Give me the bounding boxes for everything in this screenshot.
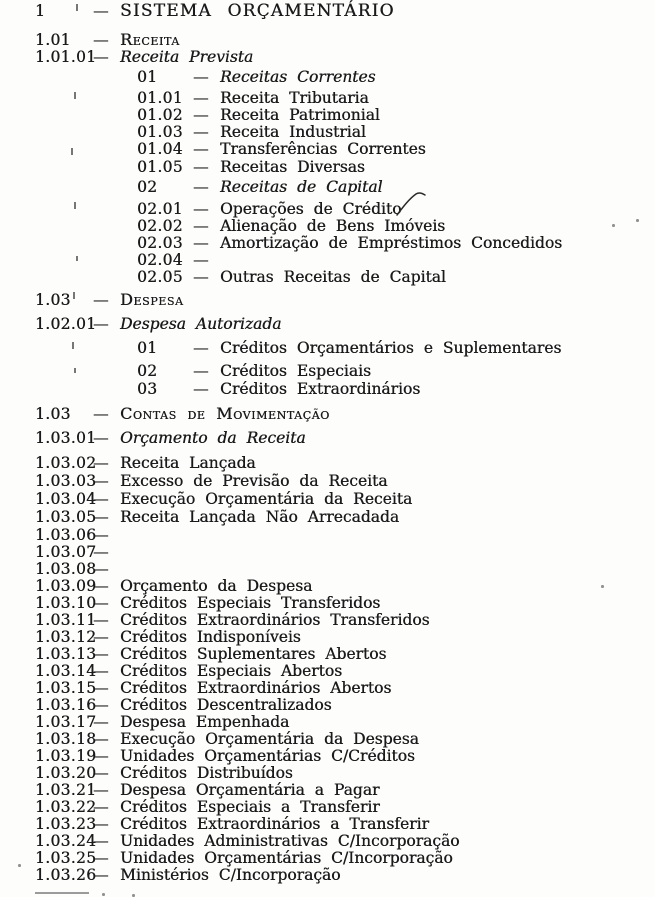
entry-code: 1.03.24 (35, 832, 97, 850)
scan-artifact (73, 292, 75, 299)
entry-label: Transferências Correntes (220, 140, 426, 158)
entry-row (0, 430, 654, 447)
entry-row (0, 646, 654, 663)
entry-label: Receitas Correntes (220, 68, 376, 86)
pen-checkmark-icon (394, 189, 428, 217)
entry-code: 1.01 (35, 31, 71, 49)
entry-row (0, 107, 654, 124)
dash-separator: — (193, 140, 209, 158)
dash-separator: — (93, 832, 109, 850)
entry-code: 01.05 (137, 158, 183, 176)
entry-row (0, 2, 654, 21)
scan-artifact (132, 894, 135, 897)
entry-code: 1.03.14 (35, 662, 97, 680)
scan-artifact (18, 864, 21, 867)
entry-code: 01.02 (137, 106, 183, 124)
entry-row (0, 491, 654, 508)
entry-label: Despesa Empenhada (120, 713, 290, 731)
dash-separator: — (93, 405, 109, 423)
entry-code: 1.03.21 (35, 781, 97, 799)
dash-separator: — (93, 490, 109, 508)
dash-separator: — (93, 679, 109, 697)
dash-separator: — (93, 577, 109, 595)
entry-row (0, 748, 654, 765)
entry-row (0, 69, 654, 86)
entry-row (0, 235, 654, 252)
dash-separator: — (193, 68, 209, 86)
entry-code: 01 (137, 68, 158, 86)
entry-row (0, 612, 654, 629)
entry-label: SISTEMA ORÇAMENTÁRIO (120, 1, 395, 21)
entry-row (0, 697, 654, 714)
dash-separator: — (93, 696, 109, 714)
entry-row (0, 595, 654, 612)
entry-row (0, 561, 654, 578)
dash-separator: — (93, 560, 109, 578)
entry-row (0, 291, 654, 309)
entry-label: Despesa Autorizada (120, 315, 282, 333)
entry-code: 1.03.26 (35, 866, 97, 884)
entry-label: Créditos Orçamentários e Suplementares (220, 339, 562, 357)
entry-label: Créditos Especiais (220, 362, 371, 380)
entry-row (0, 816, 654, 833)
entry-label: Receita (120, 30, 180, 49)
entry-label: Receitas Diversas (220, 158, 365, 176)
entry-code: 1.03.13 (35, 645, 97, 663)
entry-label: Créditos Descentralizados (120, 696, 332, 714)
entry-label: Receita Prevista (120, 48, 254, 66)
entry-code: 02 (137, 362, 158, 380)
scan-artifact (72, 342, 74, 349)
entry-code: 01.03 (137, 123, 183, 141)
dash-separator: — (93, 315, 109, 333)
dash-separator: — (93, 747, 109, 765)
dash-separator: — (193, 89, 209, 107)
dash-separator: — (93, 291, 109, 309)
dash-separator: — (193, 106, 209, 124)
entry-label: Créditos Especiais Abertos (120, 662, 343, 680)
entry-label: Excesso de Previsão da Receita (120, 472, 388, 490)
dash-separator: — (93, 764, 109, 782)
dash-separator: — (93, 866, 109, 884)
entry-code: 1.03.07 (35, 543, 97, 561)
dash-separator: — (193, 339, 209, 357)
entry-label: Créditos Especiais Transferidos (120, 594, 381, 612)
entry-row (0, 629, 654, 646)
dash-separator: — (193, 251, 209, 269)
entry-row (0, 833, 654, 850)
entry-code: 1.03.23 (35, 815, 97, 833)
entry-row (0, 316, 654, 333)
dash-separator: — (93, 429, 109, 447)
entry-code: 03 (137, 380, 158, 398)
entry-label: Créditos Indisponíveis (120, 628, 301, 646)
scan-artifact (102, 893, 105, 896)
entry-code: 1.03.10 (35, 594, 97, 612)
entry-code: 1.03.20 (35, 764, 97, 782)
entry-label: Unidades Administrativas C/Incorporação (120, 832, 460, 850)
scan-artifact (601, 585, 604, 588)
dash-separator: — (93, 798, 109, 816)
entry-row (0, 363, 654, 380)
entry-code: 1 (35, 2, 46, 20)
dash-separator: — (93, 713, 109, 731)
entry-code: 02.02 (137, 217, 183, 235)
entry-row (0, 867, 654, 884)
entry-code: 1.01.01 (35, 48, 97, 66)
entry-row (0, 49, 654, 66)
dash-separator: — (193, 158, 209, 176)
entry-row (0, 124, 654, 141)
entry-code: 1.03.16 (35, 696, 97, 714)
entry-label: Créditos Suplementares Abertos (120, 645, 387, 663)
entry-label: Créditos Extraordinários Abertos (120, 679, 392, 697)
entry-label: Unidades Orçamentárias C/Incorporação (120, 849, 453, 867)
scan-artifact (76, 256, 78, 261)
dash-separator: — (193, 178, 209, 196)
entry-label: Alienação de Bens Imóveis (220, 217, 446, 235)
scan-artifact (74, 92, 76, 99)
entry-label: Créditos Especiais a Transferir (120, 798, 380, 816)
entry-label: Outras Receitas de Capital (220, 268, 446, 286)
entry-code: 02.01 (137, 200, 183, 218)
entry-code: 02.03 (137, 234, 183, 252)
dash-separator: — (93, 730, 109, 748)
dash-separator: — (93, 645, 109, 663)
dash-separator: — (93, 611, 109, 629)
entry-code: 1.03.02 (35, 454, 97, 472)
scan-artifact (636, 219, 639, 222)
entry-row (0, 218, 654, 235)
entry-list (0, 2, 654, 884)
entry-row (0, 141, 654, 158)
scan-artifact (74, 202, 76, 209)
entry-row (0, 509, 654, 526)
entry-row (0, 765, 654, 782)
entry-row (0, 340, 654, 357)
entry-label: Receitas de Capital (220, 178, 383, 196)
entry-row (0, 381, 654, 398)
entry-row (0, 680, 654, 697)
entry-row (0, 201, 654, 218)
entry-code: 1.03.09 (35, 577, 97, 595)
entry-label: Receita Lançada (120, 454, 256, 472)
entry-row (0, 179, 654, 196)
entry-label: Receita Industrial (220, 123, 366, 141)
dash-separator: — (93, 48, 109, 66)
entry-code: 1.03.11 (35, 611, 97, 629)
entry-row (0, 527, 654, 544)
entry-label: Créditos Extraordinários (220, 380, 421, 398)
entry-code: 1.03.08 (35, 560, 97, 578)
entry-code: 02.05 (137, 268, 183, 286)
entry-row (0, 799, 654, 816)
entry-label: Orçamento da Receita (120, 429, 306, 447)
dash-separator: — (193, 217, 209, 235)
entry-code: 1.03.12 (35, 628, 97, 646)
dash-separator: — (93, 543, 109, 561)
dash-separator: — (93, 31, 109, 49)
entry-code: 1.03.22 (35, 798, 97, 816)
entry-row (0, 269, 654, 286)
entry-label: Créditos Extraordinários Transferidos (120, 611, 430, 629)
entry-label: Amortização de Empréstimos Concedidos (220, 234, 563, 252)
dash-separator: — (193, 234, 209, 252)
entry-row (0, 714, 654, 731)
scan-artifact (71, 148, 73, 155)
entry-code: 1.03 (35, 291, 71, 309)
entry-row (0, 405, 654, 423)
entry-code: 1.03.18 (35, 730, 97, 748)
dash-separator: — (93, 815, 109, 833)
scan-artifact (74, 368, 76, 373)
entry-code: 1.03.17 (35, 713, 97, 731)
entry-row (0, 90, 654, 107)
entry-row (0, 850, 654, 867)
dash-separator: — (93, 662, 109, 680)
entry-code: 1.03.03 (35, 472, 97, 490)
entry-code: 1.03.25 (35, 849, 97, 867)
entry-code: 02.04 (137, 251, 183, 269)
entry-row (0, 159, 654, 176)
entry-row (0, 455, 654, 472)
dash-separator: — (193, 380, 209, 398)
dash-separator: — (93, 472, 109, 490)
dash-separator: — (193, 268, 209, 286)
dash-separator: — (193, 362, 209, 380)
entry-code: 1.03.01 (35, 429, 97, 447)
entry-row (0, 252, 654, 269)
scan-artifact (35, 892, 89, 894)
entry-label: Execução Orçamentária da Receita (120, 490, 413, 508)
entry-label: Despesa (120, 290, 184, 309)
entry-code: 1.03.05 (35, 508, 97, 526)
entry-code: 02 (137, 178, 158, 196)
dash-separator: — (93, 594, 109, 612)
entry-code: 1.03.06 (35, 526, 97, 544)
scan-artifact (612, 224, 615, 227)
entry-row (0, 663, 654, 680)
entry-label: Execução Orçamentária da Despesa (120, 730, 419, 748)
entry-code: 1.03.04 (35, 490, 97, 508)
dash-separator: — (193, 123, 209, 141)
entry-label: Receita Lançada Não Arrecadada (120, 508, 400, 526)
dash-separator: — (93, 526, 109, 544)
entry-label: Receita Patrimonial (220, 106, 380, 124)
dash-separator: — (93, 2, 109, 20)
dash-separator: — (93, 628, 109, 646)
entry-row (0, 544, 654, 561)
dash-separator: — (93, 454, 109, 472)
entry-code: 1.03 (35, 405, 71, 423)
entry-row (0, 782, 654, 799)
entry-label: Créditos Extraordinários a Transferir (120, 815, 429, 833)
entry-label: Receita Tributaria (220, 89, 369, 107)
entry-label: Ministérios C/Incorporação (120, 866, 341, 884)
entry-row (0, 731, 654, 748)
entry-code: 1.03.19 (35, 747, 97, 765)
entry-label: Créditos Distribuídos (120, 764, 293, 782)
dash-separator: — (93, 508, 109, 526)
dash-separator: — (93, 781, 109, 799)
entry-label: Orçamento da Despesa (120, 577, 313, 595)
scan-artifact (76, 4, 78, 11)
entry-code: 01.01 (137, 89, 183, 107)
entry-row (0, 31, 654, 49)
entry-code: 1.02.01 (35, 315, 97, 333)
entry-label: Unidades Orçamentárias C/Créditos (120, 747, 415, 765)
entry-label: Operações de Crédito (220, 200, 402, 218)
entry-code: 01 (137, 339, 158, 357)
entry-row (0, 473, 654, 490)
entry-code: 01.04 (137, 140, 183, 158)
entry-row (0, 578, 654, 595)
entry-code: 1.03.15 (35, 679, 97, 697)
entry-label: Contas de Movimentação (120, 404, 330, 423)
entry-label: Despesa Orçamentária a Pagar (120, 781, 380, 799)
dash-separator: — (193, 200, 209, 218)
dash-separator: — (93, 849, 109, 867)
